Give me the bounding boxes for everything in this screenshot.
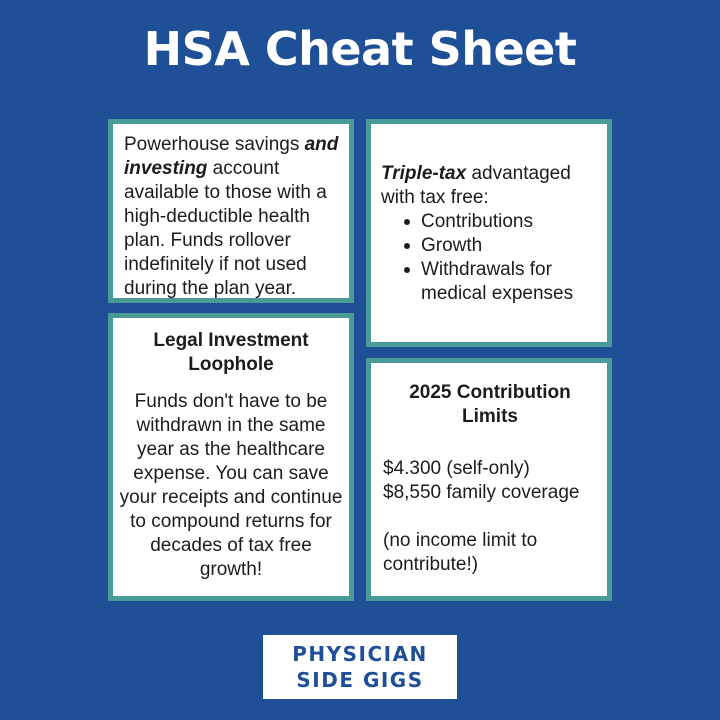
overview-text-part: account available to those with a high-deductible health plan. Funds rollover indefinitely if not used during the plan year. [124, 158, 327, 299]
list-item [403, 210, 597, 234]
family-limit: $8,550 family coverage [383, 482, 580, 503]
list-item-label: Contributions [421, 211, 533, 232]
tax-free-list [381, 210, 597, 306]
list-item [403, 234, 597, 258]
physician-side-gigs-logo [263, 635, 457, 699]
overview-emphasis-investing: investing [124, 158, 208, 179]
bullet-icon [404, 267, 410, 273]
logo-line-2: SIDE GIGS [296, 668, 424, 692]
loophole-heading: Legal Investment Loophole [153, 330, 309, 375]
hsa-overview-card [108, 119, 354, 303]
triple-tax-intro [381, 162, 597, 210]
self-only-limit: $4.300 (self-only) [383, 458, 530, 479]
triple-tax-card [366, 119, 612, 347]
overview-text-part: Powerhouse savings [124, 134, 305, 155]
list-item-label: Withdrawals for medical expenses [421, 259, 574, 304]
page-title: HSA Cheat Sheet [143, 22, 577, 76]
logo-line-1: PHYSICIAN [292, 642, 428, 666]
overview-text [124, 134, 338, 299]
loophole-body: Funds don't have to be withdrawn in the same year as the healthcare expense. You can save your receipts and continue to compound returns for decades of tax free growth! [119, 391, 343, 580]
income-limit-note: (no income limit to contribute!) [383, 530, 538, 575]
list-item [403, 258, 597, 306]
triple-tax-intro-text: advantaged with tax free: [381, 163, 571, 208]
contribution-limits-card [366, 358, 612, 601]
bullet-icon [404, 243, 410, 249]
investment-loophole-card [108, 313, 354, 601]
limits-heading: 2025 Contribution Limits [409, 382, 571, 427]
spacer [383, 505, 597, 529]
bullet-icon [404, 219, 410, 225]
list-item-label: Growth [421, 235, 483, 256]
overview-emphasis-and: and [304, 134, 339, 155]
triple-tax-emphasis: Triple-tax [381, 163, 467, 184]
